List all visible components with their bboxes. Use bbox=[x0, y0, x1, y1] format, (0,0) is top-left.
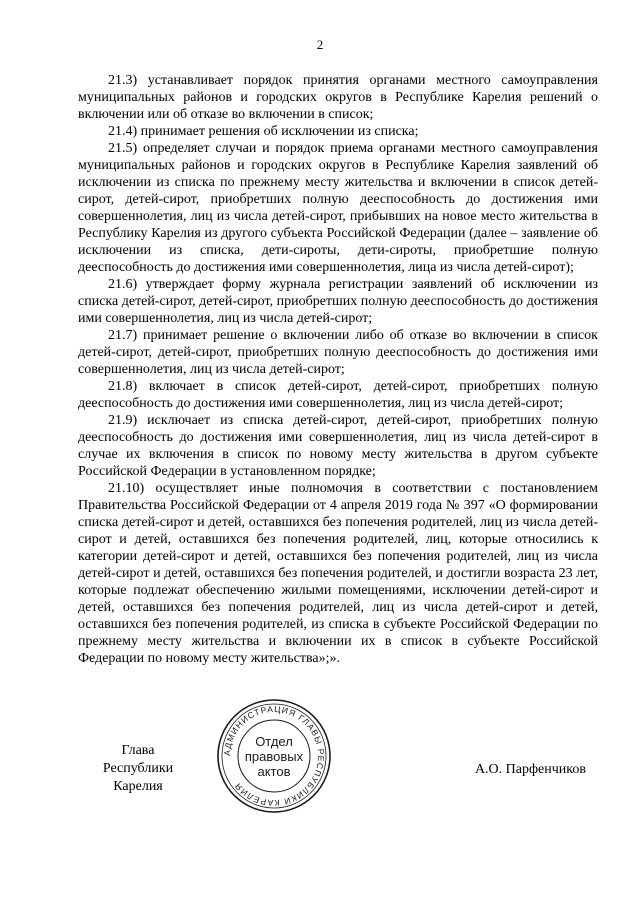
document-body bbox=[78, 72, 598, 667]
stamp-ring-text: АДМИНИСТРАЦИЯ ГЛАВЫ РЕСПУБЛИКИ КАРЕЛИЯ bbox=[221, 703, 327, 809]
paragraph-21-3: 21.3) устанавливает порядок принятия органами местного самоуправления муниципальных районов и городских округов в Республике Карелия решений о включении или об отказе во включении в список; bbox=[78, 73, 598, 122]
page-number: 2 bbox=[316, 37, 324, 52]
signatory-title-line2: Республики Карелия bbox=[102, 761, 174, 794]
paragraph-21-5: 21.5) определяет случаи и порядок приема органами местного самоуправления муниципальных районов и городских округов в Республике Карелия заявлений об исключении из списка по прежнему месту жительства и включении в список детей-сирот, детей-сирот, приобретших полную дееспособность до достижения ими совершеннолетия, лиц из числа детей-сирот, прибывших на новое место жительства в Республику Карелия из другого субъекта Российской Федерации (далее – заявление об исключении из списка, дети-сироты, дети-сироты, приобретшие полную дееспособность до достижения ими совершеннолетия, лица из числа детей-сирот); bbox=[78, 141, 598, 275]
paragraph-21-4: 21.4) принимает решения об исключении из списка; bbox=[108, 124, 419, 139]
stamp-line2: правовых bbox=[244, 749, 304, 764]
signatory-name: А.О. Парфенчиков bbox=[474, 762, 586, 777]
paragraph-21-7: 21.7) принимает решение о включении либо об отказе во включении в список детей-сирот, детей-сирот, приобретших полную дееспособность до достижения ими совершеннолетия, лиц из числа детей-сирот; bbox=[78, 328, 598, 377]
signature-block bbox=[78, 703, 598, 812]
stamp-seal-icon bbox=[214, 696, 334, 816]
paragraph-21-10: 21.10) осуществляет иные полномочия в соответствии с постановлением Правительства Российской Федерации от 4 апреля 2019 года № 397 «О формировании списка детей-сирот и детей, оставшихся без попечения родителей, лиц из числа детей-сирот и детей, оставшихся без попечения родителей, лиц, которые относились к категории детей-сирот и детей, оставшихся без попечения родителей, лиц из числа детей-сирот и детей, оставшихся без попечения родителей, и достигли возраста 23 лет, которые подлежат обеспечению жилыми помещениями, исключении детей-сирот и детей, оставшихся без попечения родителей, лиц из числа детей-сирот и детей, оставшихся без попечения родителей, из списка в субъекте Российской Федерации по прежнему месту жительства и включении их в список в субъекте Российской Федерации по новому месту жительства»;». bbox=[78, 481, 598, 666]
stamp-line1: Отдел bbox=[255, 734, 293, 749]
paragraph-21-9: 21.9) исключает из списка детей-сирот, детей-сирот, приобретших полную дееспособность до достижения ими совершеннолетия, лиц из числа детей-сирот в случае их включения в список по новому месту жительства в другом субъекте Российской Федерации в установленном порядке; bbox=[78, 413, 598, 479]
official-stamp bbox=[214, 696, 334, 816]
signatory-title-line1: Глава bbox=[121, 743, 155, 758]
stamp-line3: актов bbox=[257, 764, 291, 779]
paragraph-21-8: 21.8) включает в список детей-сирот, детей-сирот, приобретших полную дееспособность до достижения ими совершеннолетия, лиц из числа детей-сирот; bbox=[78, 379, 598, 411]
paragraph-21-6: 21.6) утверждает форму журнала регистрации заявлений об исключении из списка детей-сирот, детей-сирот, приобретших полную дееспособность до достижения ими совершеннолетия, лиц из числа детей-сирот; bbox=[78, 277, 598, 326]
signatory-title bbox=[78, 742, 198, 796]
